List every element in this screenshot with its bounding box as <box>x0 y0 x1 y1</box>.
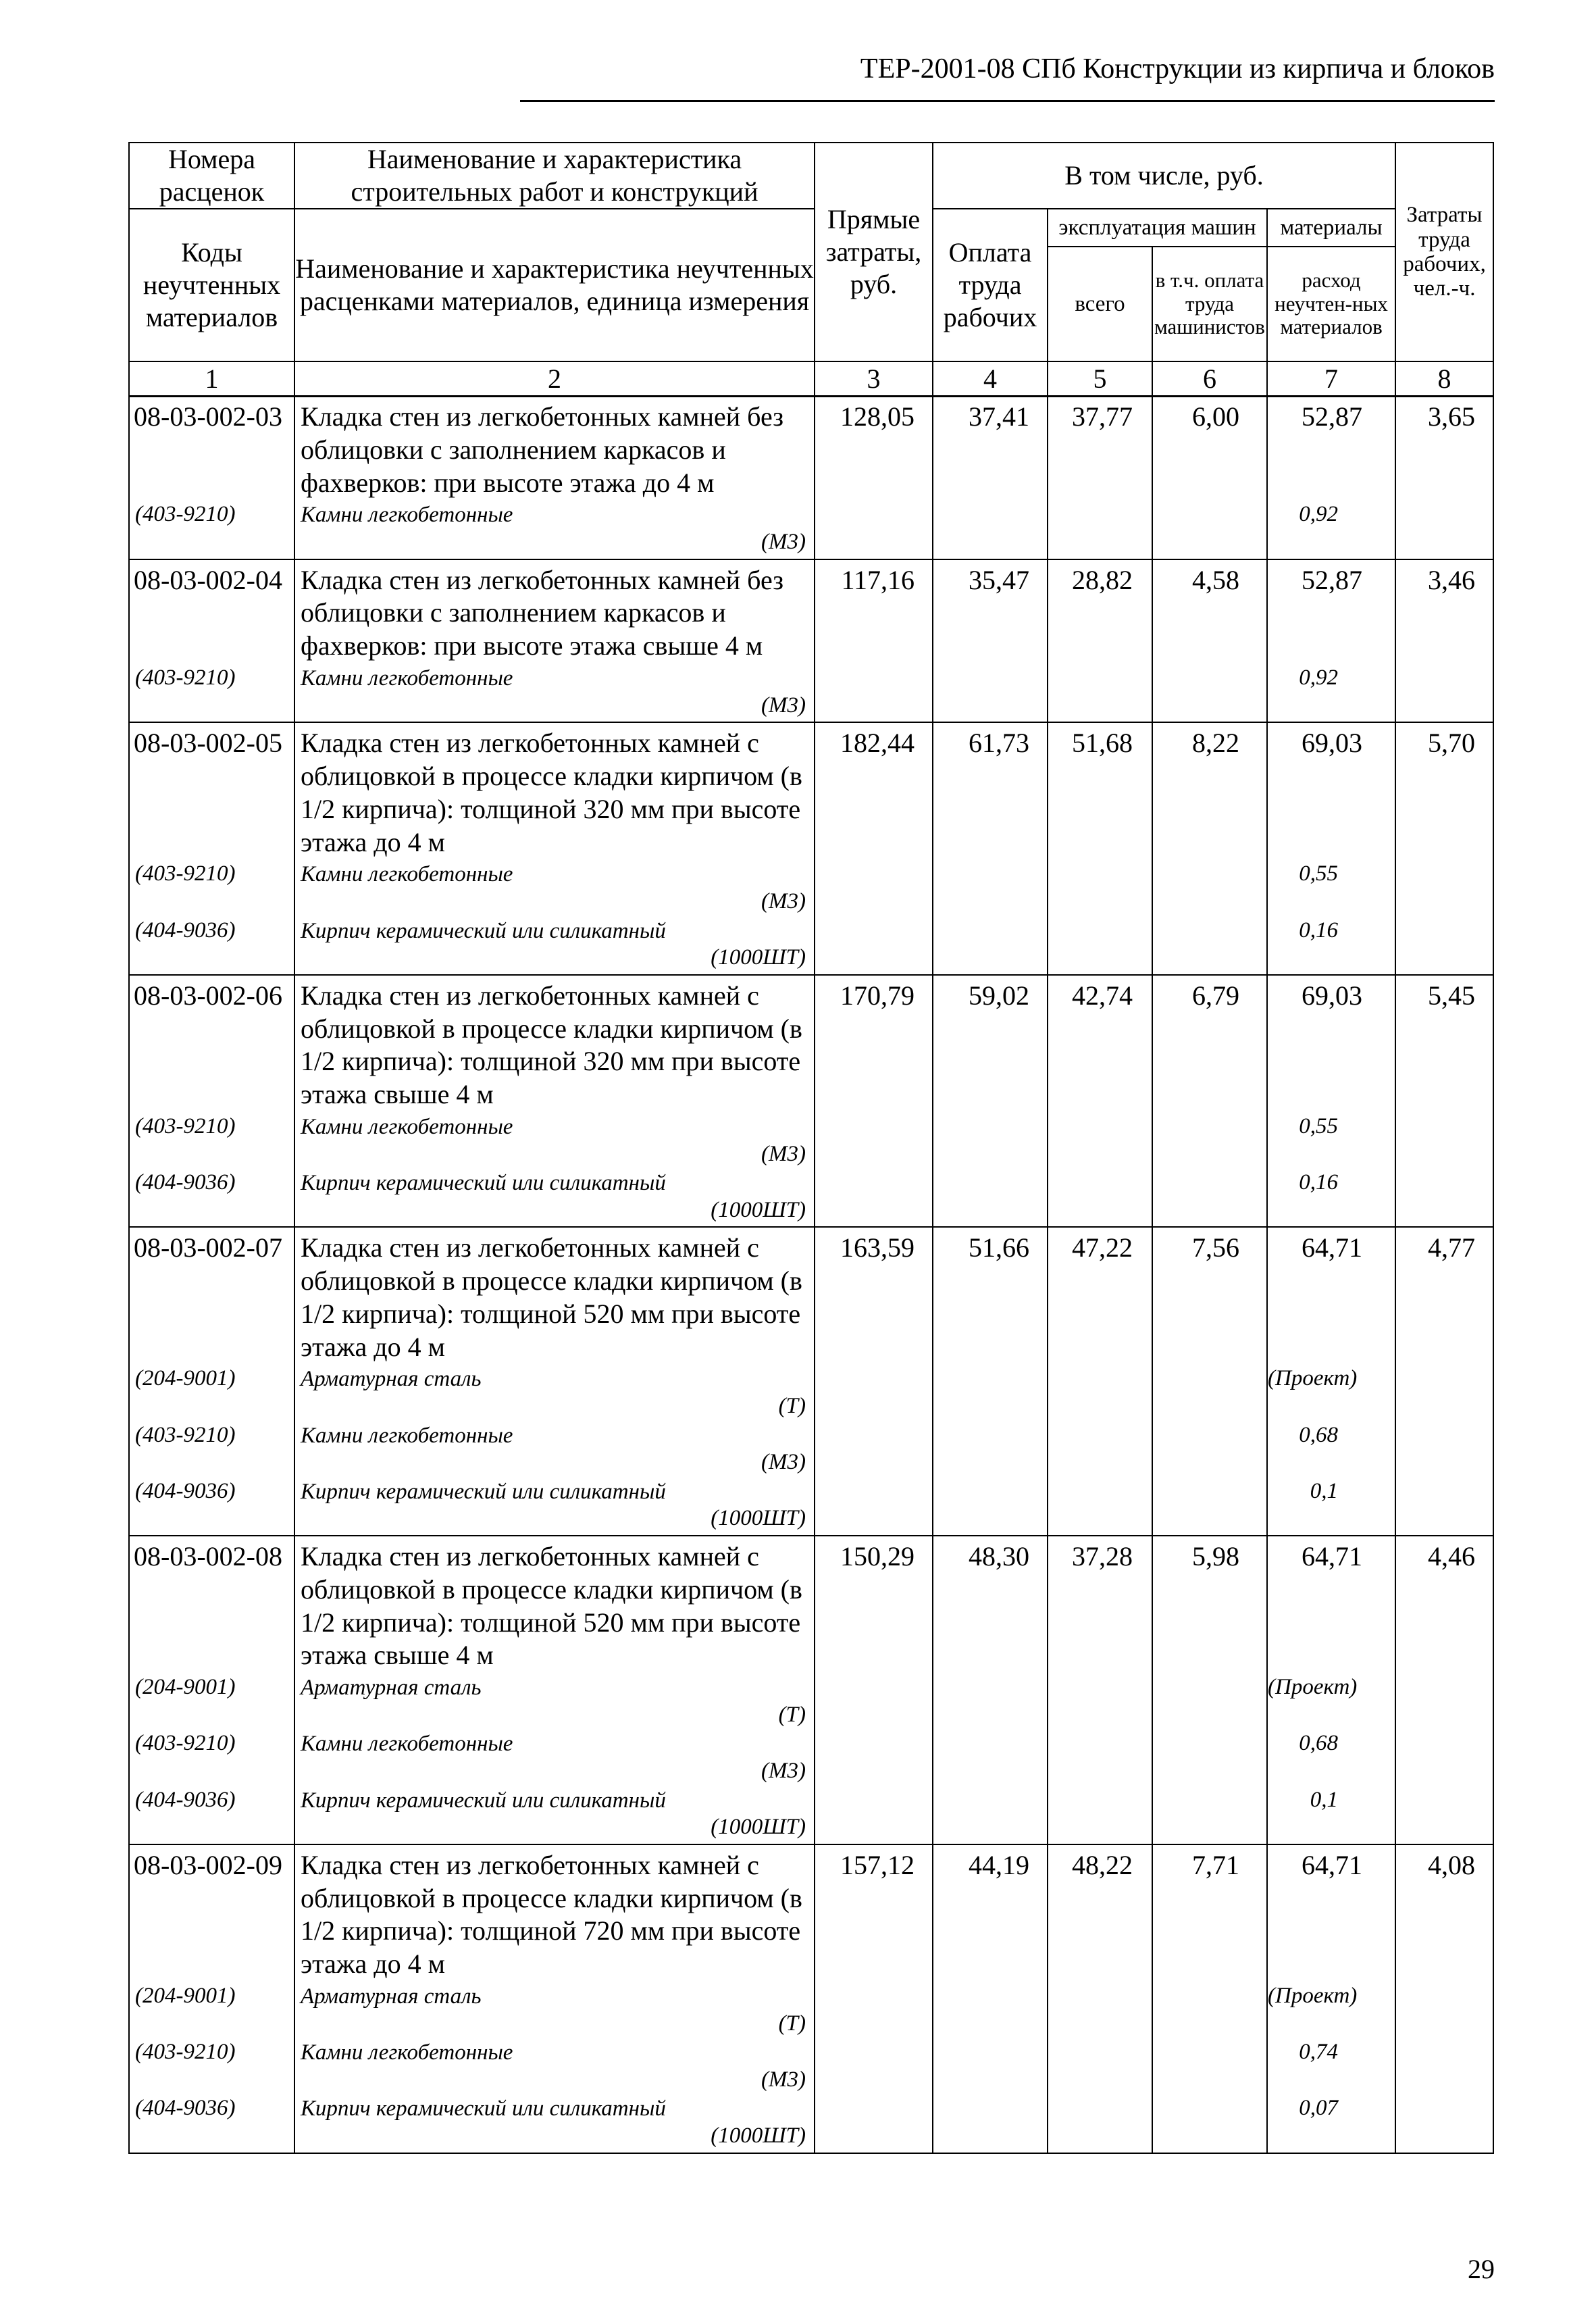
materials-cost: 52,87 <box>1267 396 1395 502</box>
empty-cell <box>815 1731 933 1787</box>
worker-pay: 48,30 <box>933 1536 1048 1675</box>
labor-hours: 3,65 <box>1395 396 1493 502</box>
header-labor-hours: Затраты труда рабочих, чел.-ч. <box>1395 143 1493 361</box>
empty-cell <box>1395 1984 1493 2040</box>
empty-cell <box>815 1984 933 2040</box>
material-row <box>129 1479 1493 1536</box>
empty-cell <box>1395 502 1493 559</box>
material-quantity: 0,55 <box>1267 1114 1395 1170</box>
material-row <box>129 1984 1493 2040</box>
material-code: (404-9036) <box>129 2096 294 2153</box>
material-name: Арматурная сталь <box>301 1984 482 2009</box>
empty-cell <box>815 2096 933 2153</box>
material-unit: (М3) <box>761 888 806 913</box>
empty-cell <box>1152 1788 1267 1844</box>
empty-cell <box>1048 1170 1152 1227</box>
machines-total: 37,77 <box>1048 396 1152 502</box>
col-number: 6 <box>1152 361 1267 397</box>
material-quantity: 0,74 <box>1267 2040 1395 2096</box>
empty-cell <box>1048 1731 1152 1787</box>
empty-cell <box>933 1423 1048 1479</box>
machines-total: 48,22 <box>1048 1844 1152 1984</box>
material-code: (403-9210) <box>129 665 294 722</box>
material-name: Камни легкобетонные <box>301 1114 513 1139</box>
empty-cell <box>1152 665 1267 722</box>
rate-description: Кладка стен из легкобетонных камней без облицовки с заполнением каркасов и фахверков: при высоте этажа до 4 м <box>294 396 815 502</box>
material-name-cell <box>294 1788 815 1844</box>
rate-description: Кладка стен из легкобетонных камней с облицовкой в процессе кладки кирпичом (в 1/2 кирпича): толщиной 720 мм при высоте этажа до 4 м <box>294 1844 815 1984</box>
empty-cell <box>1152 861 1267 917</box>
labor-hours: 5,45 <box>1395 975 1493 1114</box>
material-name-cell <box>294 1675 815 1731</box>
material-row <box>129 1788 1493 1844</box>
material-code: (403-9210) <box>129 861 294 917</box>
material-name: Арматурная сталь <box>301 1367 482 1392</box>
material-quantity: (Проект) <box>1267 1984 1395 2040</box>
material-name-cell <box>294 1731 815 1787</box>
empty-cell <box>1048 1114 1152 1170</box>
material-quantity: 0,16 <box>1267 1170 1395 1227</box>
material-quantity: 0,16 <box>1267 918 1395 975</box>
rate-row <box>129 975 1493 1114</box>
worker-pay: 51,66 <box>933 1227 1048 1366</box>
empty-cell <box>933 1170 1048 1227</box>
empty-cell <box>933 1731 1048 1787</box>
direct-costs: 182,44 <box>815 722 933 861</box>
direct-costs: 170,79 <box>815 975 933 1114</box>
page-number: 29 <box>1468 2254 1495 2284</box>
material-unit: (М3) <box>761 529 806 554</box>
material-unit: (1000ШТ) <box>711 1197 806 1222</box>
worker-pay: 35,47 <box>933 559 1048 665</box>
labor-hours: 4,08 <box>1395 1844 1493 1984</box>
header-work-name: Наименование и характеристика строительных работ и конструкций <box>294 143 815 209</box>
materials-cost: 52,87 <box>1267 559 1395 665</box>
material-name: Камни легкобетонные <box>301 2040 513 2065</box>
material-row <box>129 2096 1493 2153</box>
empty-cell <box>1395 1366 1493 1422</box>
labor-hours: 5,70 <box>1395 722 1493 861</box>
material-row <box>129 1366 1493 1422</box>
material-unit: (М3) <box>761 1141 806 1166</box>
material-name: Арматурная сталь <box>301 1676 482 1701</box>
direct-costs: 150,29 <box>815 1536 933 1675</box>
machines-total: 28,82 <box>1048 559 1152 665</box>
material-row <box>129 1731 1493 1787</box>
empty-cell <box>1152 1675 1267 1731</box>
rate-row <box>129 559 1493 665</box>
rate-code: 08-03-002-07 <box>129 1227 294 1366</box>
empty-cell <box>1395 1731 1493 1787</box>
rate-row <box>129 1536 1493 1675</box>
material-unit: (Т) <box>778 2011 806 2036</box>
material-code: (404-9036) <box>129 1479 294 1536</box>
material-unit: (1000ШТ) <box>711 1815 806 1840</box>
empty-cell <box>1395 2096 1493 2153</box>
material-code: (403-9210) <box>129 2040 294 2096</box>
rate-code: 08-03-002-03 <box>129 396 294 502</box>
empty-cell <box>1395 1423 1493 1479</box>
materials-cost: 64,71 <box>1267 1844 1395 1984</box>
empty-cell <box>933 665 1048 722</box>
material-name: Кирпич керамический или силикатный <box>301 1479 666 1504</box>
material-code: (403-9210) <box>129 1114 294 1170</box>
empty-cell <box>933 1788 1048 1844</box>
empty-cell <box>1395 1675 1493 1731</box>
material-name-cell <box>294 1366 815 1422</box>
material-name: Камни легкобетонные <box>301 665 513 690</box>
rate-row <box>129 396 1493 502</box>
col-number: 5 <box>1048 361 1152 397</box>
material-quantity: 0,68 <box>1267 1423 1395 1479</box>
material-name-cell <box>294 1423 815 1479</box>
material-code: (204-9001) <box>129 1675 294 1731</box>
material-name: Кирпич керамический или силикатный <box>301 1171 666 1196</box>
empty-cell <box>1395 861 1493 917</box>
material-name: Кирпич керамический или силикатный <box>301 1788 666 1813</box>
operator-pay: 6,00 <box>1152 396 1267 502</box>
header-material-consumption: расход неучтен-ных материалов <box>1267 247 1395 361</box>
empty-cell <box>815 1675 933 1731</box>
header-machines-total: всего <box>1048 247 1152 361</box>
rate-row <box>129 1844 1493 1984</box>
rate-code: 08-03-002-05 <box>129 722 294 861</box>
empty-cell <box>815 665 933 722</box>
empty-cell <box>1048 2040 1152 2096</box>
empty-cell <box>1152 2096 1267 2153</box>
header-machine-operation: эксплуатация машин <box>1048 209 1267 247</box>
material-unit: (1000ШТ) <box>711 2123 806 2148</box>
material-quantity: (Проект) <box>1267 1366 1395 1422</box>
material-row <box>129 2040 1493 2096</box>
header-materials: материалы <box>1267 209 1395 247</box>
empty-cell <box>933 2040 1048 2096</box>
material-unit: (Т) <box>778 1394 806 1419</box>
col-number: 4 <box>933 361 1048 397</box>
empty-cell <box>1395 1479 1493 1536</box>
material-row <box>129 1423 1493 1479</box>
rate-row <box>129 1227 1493 1366</box>
material-row <box>129 1170 1493 1227</box>
empty-cell <box>1048 1675 1152 1731</box>
material-name: Камни легкобетонные <box>301 862 513 887</box>
empty-cell <box>1048 1479 1152 1536</box>
empty-cell <box>933 1984 1048 2040</box>
col-number: 1 <box>129 361 294 397</box>
direct-costs: 117,16 <box>815 559 933 665</box>
empty-cell <box>1395 1170 1493 1227</box>
header-material-codes: Коды неучтенных материалов <box>129 209 294 361</box>
empty-cell <box>815 1366 933 1422</box>
material-name-cell <box>294 861 815 917</box>
rate-description: Кладка стен из легкобетонных камней без облицовки с заполнением каркасов и фахверков: при высоте этажа свыше 4 м <box>294 559 815 665</box>
empty-cell <box>933 502 1048 559</box>
operator-pay: 4,58 <box>1152 559 1267 665</box>
empty-cell <box>1152 1731 1267 1787</box>
material-code: (204-9001) <box>129 1366 294 1422</box>
material-code: (403-9210) <box>129 502 294 559</box>
empty-cell <box>1395 1114 1493 1170</box>
worker-pay: 44,19 <box>933 1844 1048 1984</box>
header-direct-costs: Прямые затраты, руб. <box>815 143 933 361</box>
empty-cell <box>1048 2096 1152 2153</box>
empty-cell <box>1048 502 1152 559</box>
material-name-cell <box>294 2040 815 2096</box>
material-name-cell <box>294 1114 815 1170</box>
empty-cell <box>1395 665 1493 722</box>
material-unit: (1000ШТ) <box>711 945 806 970</box>
rate-code: 08-03-002-04 <box>129 559 294 665</box>
empty-cell <box>1048 1984 1152 2040</box>
empty-cell <box>933 1366 1048 1422</box>
material-row <box>129 665 1493 722</box>
col-number: 7 <box>1267 361 1395 397</box>
material-name: Камни легкобетонные <box>301 503 513 528</box>
materials-cost: 64,71 <box>1267 1536 1395 1675</box>
operator-pay: 7,71 <box>1152 1844 1267 1984</box>
empty-cell <box>1152 2040 1267 2096</box>
material-name: Камни легкобетонные <box>301 1423 513 1448</box>
rate-row <box>129 722 1493 861</box>
rate-code: 08-03-002-09 <box>129 1844 294 1984</box>
empty-cell <box>1152 1984 1267 2040</box>
empty-cell <box>1152 1479 1267 1536</box>
empty-cell <box>1048 665 1152 722</box>
header-worker-pay: Оплата труда рабочих <box>933 209 1048 361</box>
machines-total: 51,68 <box>1048 722 1152 861</box>
material-quantity: 0,07 <box>1267 2096 1395 2153</box>
material-name-cell <box>294 665 815 722</box>
empty-cell <box>1395 918 1493 975</box>
material-name-cell <box>294 1984 815 2040</box>
rate-code: 08-03-002-08 <box>129 1536 294 1675</box>
empty-cell <box>1152 1170 1267 1227</box>
operator-pay: 6,79 <box>1152 975 1267 1114</box>
header-material-name: Наименование и характеристика неучтенных расценками материалов, единица измерения <box>294 209 815 361</box>
rates-table <box>128 395 1494 2154</box>
empty-cell <box>1048 1788 1152 1844</box>
empty-cell <box>815 918 933 975</box>
rate-description: Кладка стен из легкобетонных камней с облицовкой в процессе кладки кирпичом (в 1/2 кирпича): толщиной 320 мм при высоте этажа до 4 м <box>294 722 815 861</box>
empty-cell <box>1152 1366 1267 1422</box>
material-code: (404-9036) <box>129 1170 294 1227</box>
machines-total: 47,22 <box>1048 1227 1152 1366</box>
empty-cell <box>1048 861 1152 917</box>
material-row <box>129 861 1493 917</box>
material-quantity: 0,92 <box>1267 665 1395 722</box>
col-number: 3 <box>815 361 933 397</box>
empty-cell <box>815 1170 933 1227</box>
material-name-cell <box>294 2096 815 2153</box>
operator-pay: 5,98 <box>1152 1536 1267 1675</box>
empty-cell <box>1048 1423 1152 1479</box>
rate-code: 08-03-002-06 <box>129 975 294 1114</box>
empty-cell <box>815 1479 933 1536</box>
material-row <box>129 1114 1493 1170</box>
machines-total: 37,28 <box>1048 1536 1152 1675</box>
empty-cell <box>815 861 933 917</box>
material-code: (403-9210) <box>129 1731 294 1787</box>
operator-pay: 7,56 <box>1152 1227 1267 1366</box>
material-code: (404-9036) <box>129 1788 294 1844</box>
worker-pay: 37,41 <box>933 396 1048 502</box>
operator-pay: 8,22 <box>1152 722 1267 861</box>
material-name: Камни легкобетонные <box>301 1732 513 1757</box>
column-header-table <box>128 142 1494 397</box>
materials-cost: 69,03 <box>1267 722 1395 861</box>
col-number: 2 <box>294 361 815 397</box>
material-row <box>129 918 1493 975</box>
empty-cell <box>1048 1366 1152 1422</box>
material-quantity: 0,92 <box>1267 502 1395 559</box>
rate-description: Кладка стен из легкобетонных камней с облицовкой в процессе кладки кирпичом (в 1/2 кирпича): толщиной 320 мм при высоте этажа свыше 4 м <box>294 975 815 1114</box>
material-unit: (М3) <box>761 2067 806 2092</box>
empty-cell <box>1395 2040 1493 2096</box>
worker-pay: 59,02 <box>933 975 1048 1114</box>
material-name-cell <box>294 1479 815 1536</box>
material-name-cell <box>294 1170 815 1227</box>
machines-total: 42,74 <box>1048 975 1152 1114</box>
material-quantity: 0,1 <box>1267 1788 1395 1844</box>
material-unit: (1000ШТ) <box>711 1506 806 1531</box>
materials-cost: 64,71 <box>1267 1227 1395 1366</box>
materials-cost: 69,03 <box>1267 975 1395 1114</box>
material-unit: (М3) <box>761 693 806 718</box>
material-quantity: 0,1 <box>1267 1479 1395 1536</box>
empty-cell <box>933 1479 1048 1536</box>
header-rate-numbers: Номера расценок <box>129 143 294 209</box>
running-head: ТЕР-2001-08 СПб Конструкции из кирпича и блоков <box>860 53 1495 84</box>
empty-cell <box>815 2040 933 2096</box>
direct-costs: 128,05 <box>815 396 933 502</box>
empty-cell <box>1152 918 1267 975</box>
header-rule <box>520 100 1495 102</box>
material-code: (404-9036) <box>129 918 294 975</box>
header-operator-pay: в т.ч. оплата труда машинистов <box>1152 247 1267 361</box>
material-code: (204-9001) <box>129 1984 294 2040</box>
empty-cell <box>933 2096 1048 2153</box>
material-row <box>129 502 1493 559</box>
material-unit: (Т) <box>778 1702 806 1727</box>
empty-cell <box>815 1788 933 1844</box>
col-number: 8 <box>1395 361 1493 397</box>
direct-costs: 163,59 <box>815 1227 933 1366</box>
direct-costs: 157,12 <box>815 1844 933 1984</box>
labor-hours: 3,46 <box>1395 559 1493 665</box>
material-quantity: 0,68 <box>1267 1731 1395 1787</box>
empty-cell <box>1048 918 1152 975</box>
empty-cell <box>1152 502 1267 559</box>
labor-hours: 4,46 <box>1395 1536 1493 1675</box>
material-row <box>129 1675 1493 1731</box>
rate-description: Кладка стен из легкобетонных камней с облицовкой в процессе кладки кирпичом (в 1/2 кирпича): толщиной 520 мм при высоте этажа до 4 м <box>294 1227 815 1366</box>
empty-cell <box>1152 1423 1267 1479</box>
empty-cell <box>933 861 1048 917</box>
empty-cell <box>933 918 1048 975</box>
empty-cell <box>815 1423 933 1479</box>
material-name: Кирпич керамический или силикатный <box>301 918 666 943</box>
empty-cell <box>815 1114 933 1170</box>
material-quantity: (Проект) <box>1267 1675 1395 1731</box>
material-name: Кирпич керамический или силикатный <box>301 2096 666 2121</box>
header-including: В том числе, руб. <box>933 143 1395 209</box>
material-quantity: 0,55 <box>1267 861 1395 917</box>
empty-cell <box>1395 1788 1493 1844</box>
empty-cell <box>1152 1114 1267 1170</box>
material-code: (403-9210) <box>129 1423 294 1479</box>
material-unit: (М3) <box>761 1759 806 1783</box>
empty-cell <box>815 502 933 559</box>
material-unit: (М3) <box>761 1450 806 1475</box>
empty-cell <box>933 1114 1048 1170</box>
empty-cell <box>933 1675 1048 1731</box>
worker-pay: 61,73 <box>933 722 1048 861</box>
labor-hours: 4,77 <box>1395 1227 1493 1366</box>
material-name-cell <box>294 502 815 559</box>
rate-description: Кладка стен из легкобетонных камней с облицовкой в процессе кладки кирпичом (в 1/2 кирпича): толщиной 520 мм при высоте этажа свыше 4 м <box>294 1536 815 1675</box>
material-name-cell <box>294 918 815 975</box>
